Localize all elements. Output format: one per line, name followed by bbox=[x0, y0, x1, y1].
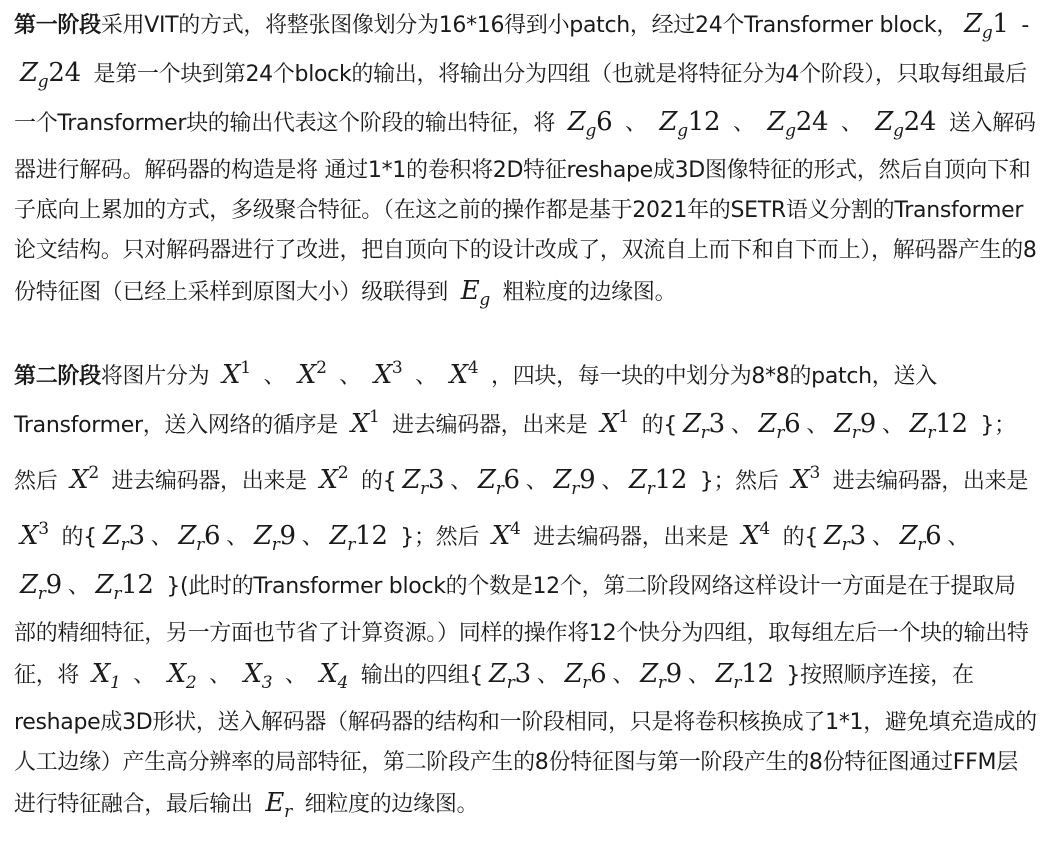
math-symbol bbox=[20, 570, 62, 604]
math-index: 12 bbox=[741, 659, 774, 689]
math-base: X bbox=[449, 360, 468, 390]
math-base: Z bbox=[402, 465, 421, 495]
body-text: 、 bbox=[525, 469, 548, 494]
body-text: }；然后 bbox=[693, 469, 786, 494]
math-symbol bbox=[767, 107, 829, 141]
math-base: Z bbox=[329, 521, 348, 551]
math-symbol bbox=[222, 360, 251, 390]
body-text: 、 bbox=[612, 663, 635, 688]
math-subscript: r bbox=[420, 479, 428, 499]
body-text: 、 bbox=[301, 525, 324, 550]
math-superscript: 4 bbox=[509, 519, 521, 539]
math-subscript: r bbox=[113, 584, 122, 604]
math-subscript: r bbox=[196, 535, 204, 555]
math-subscript: r bbox=[841, 535, 850, 555]
math-symbol bbox=[715, 659, 774, 693]
math-index: 12 bbox=[687, 107, 721, 137]
math-base: Z bbox=[899, 521, 918, 551]
math-index: 1 bbox=[992, 9, 1009, 39]
body-text: 、 bbox=[618, 111, 654, 136]
math-subscript: r bbox=[37, 584, 46, 604]
body-text: 、 bbox=[687, 663, 710, 688]
math-subscript: r bbox=[700, 423, 709, 443]
math-base: Z bbox=[715, 659, 734, 689]
math-subscript: 2 bbox=[185, 673, 197, 693]
body-text: 、 bbox=[726, 111, 762, 136]
math-index: 9 bbox=[665, 659, 682, 689]
math-superscript: 1 bbox=[240, 358, 251, 378]
math-symbol bbox=[402, 465, 445, 499]
math-subscript: r bbox=[851, 423, 860, 443]
math-index: 6 bbox=[596, 107, 613, 137]
body-text: ，四块，每一块的中划分为8*8的patch，送入Transformer，送入网络的循序是 bbox=[14, 364, 937, 438]
math-index: 3 bbox=[708, 409, 725, 439]
math-base: Z bbox=[564, 659, 583, 689]
math-base: X bbox=[243, 659, 262, 689]
math-subscript: r bbox=[582, 673, 591, 693]
math-base: Z bbox=[95, 570, 114, 600]
body-text: 将图片分为 bbox=[100, 364, 217, 389]
math-symbol bbox=[741, 521, 770, 551]
math-base: Z bbox=[178, 521, 197, 551]
math-symbol bbox=[167, 659, 197, 693]
math-index: 6 bbox=[203, 521, 221, 551]
body-text: 、 bbox=[226, 525, 248, 550]
math-base: X bbox=[70, 465, 89, 495]
math-index: 3 bbox=[514, 659, 531, 689]
math-base: E bbox=[265, 788, 285, 818]
math-symbol bbox=[102, 521, 145, 555]
math-subscript: r bbox=[571, 479, 580, 499]
body-text: 、 bbox=[871, 525, 894, 550]
math-symbol bbox=[629, 465, 688, 499]
body-text: 进去编码器，出来是 bbox=[385, 413, 595, 438]
math-base: X bbox=[373, 360, 392, 390]
math-subscript: r bbox=[646, 479, 655, 499]
math-base: X bbox=[350, 409, 369, 439]
math-base: X bbox=[791, 465, 810, 495]
math-subscript: r bbox=[776, 423, 785, 443]
math-base: Z bbox=[834, 409, 852, 439]
math-symbol bbox=[964, 9, 1009, 43]
body-text: 是第一个块到第24个block的输出，将输出分为四组（也就是将特征分为4个阶段），只取每组最后一个Transformer块的输出代表这个阶段的输出特征，将 bbox=[14, 62, 1027, 136]
math-base: X bbox=[297, 360, 317, 390]
math-symbol bbox=[460, 276, 490, 310]
math-symbol bbox=[243, 659, 273, 693]
stage-heading: 第一阶段 bbox=[14, 13, 101, 38]
math-symbol bbox=[758, 409, 801, 443]
math-superscript: 3 bbox=[38, 519, 49, 539]
math-subscript: g bbox=[585, 121, 597, 141]
math-symbol bbox=[298, 360, 327, 390]
math-subscript: g bbox=[37, 72, 49, 92]
math-base: Z bbox=[20, 570, 38, 600]
math-subscript: g bbox=[981, 23, 993, 43]
paragraph-stage-two bbox=[14, 348, 1037, 832]
math-index: 3 bbox=[849, 521, 866, 551]
math-index: 9 bbox=[579, 465, 596, 495]
math-subscript: r bbox=[506, 673, 515, 693]
math-subscript: r bbox=[120, 535, 129, 555]
math-superscript: 3 bbox=[391, 358, 403, 378]
body-text: 细粒度的边缘图。 bbox=[297, 792, 479, 817]
math-superscript: 3 bbox=[809, 463, 821, 483]
body-text: }按照顺序连接，在reshape成3D形状，送入解码器（解码器的结构和一阶段相同，只是将卷积核换成了1*1，避免填充造成的人工边缘）产生高分辨率的局部特征，第二阶段产生的8份特征图与第一阶段产生的8份特征图通过FFM层进行特征融合，最后输出 bbox=[14, 663, 1037, 817]
math-index: 12 bbox=[121, 570, 154, 600]
math-base: Z bbox=[758, 409, 777, 439]
math-base: E bbox=[460, 276, 480, 306]
math-symbol bbox=[875, 107, 937, 141]
body-text: 、 bbox=[67, 574, 90, 599]
math-superscript: 2 bbox=[337, 463, 349, 483]
math-index: 24 bbox=[48, 58, 81, 88]
math-base: Z bbox=[683, 409, 701, 439]
body-text: 、 bbox=[881, 413, 904, 438]
math-symbol bbox=[567, 107, 613, 141]
math-base: X bbox=[91, 659, 111, 689]
body-text: 进去编码器，出来是 bbox=[826, 469, 1029, 494]
math-index: 6 bbox=[925, 521, 942, 551]
math-symbol bbox=[488, 659, 531, 693]
body-text: 的{ bbox=[775, 525, 819, 550]
math-subscript: g bbox=[677, 121, 688, 141]
math-symbol bbox=[640, 659, 682, 693]
math-superscript: 1 bbox=[368, 407, 380, 427]
body-text: }；然后 bbox=[393, 525, 486, 550]
body-text: 采用VIT的方式，将整张图像划分为16*16得到小patch，经过24个Transformer block， bbox=[100, 13, 959, 38]
body-text: 进去编码器，出来是 bbox=[104, 469, 314, 494]
math-index: 3 bbox=[427, 465, 445, 495]
math-index: 9 bbox=[45, 570, 62, 600]
math-base: X bbox=[319, 465, 338, 495]
math-subscript: 4 bbox=[337, 673, 349, 693]
math-base: Z bbox=[102, 521, 121, 551]
math-subscript: r bbox=[657, 673, 666, 693]
math-subscript: r bbox=[917, 535, 926, 555]
math-index: 6 bbox=[503, 465, 520, 495]
body-text: 、 bbox=[408, 364, 444, 389]
math-symbol bbox=[683, 409, 725, 443]
math-base: X bbox=[319, 659, 338, 689]
math-base: X bbox=[741, 521, 760, 551]
math-index: 9 bbox=[859, 409, 876, 439]
math-symbol bbox=[553, 465, 596, 499]
body-text: 、 bbox=[601, 469, 624, 494]
math-subscript: r bbox=[495, 479, 504, 499]
stage-heading: 第二阶段 bbox=[14, 364, 101, 389]
math-base: Z bbox=[629, 465, 647, 495]
body-text: 、 bbox=[806, 413, 829, 438]
math-symbol bbox=[320, 465, 349, 495]
body-text: 、 bbox=[947, 525, 970, 550]
math-index: 9 bbox=[279, 521, 296, 551]
body-text: }(此时的Transformer block的个数是12个，第二阶段网络这样设计一方面是在于提取局部的精细特征，另一方面也节省了计算资源。）同样的操作将12个快分为四组，取每组左后一个块的输出特征，将 bbox=[14, 574, 1029, 688]
math-base: Z bbox=[488, 659, 507, 689]
body-text: 输出的四组{ bbox=[354, 663, 483, 688]
math-base: Z bbox=[824, 521, 842, 551]
math-base: Z bbox=[253, 521, 272, 551]
math-subscript: g bbox=[785, 121, 796, 141]
math-base: Z bbox=[964, 9, 982, 39]
math-subscript: 1 bbox=[110, 673, 121, 693]
paragraph-stage-one bbox=[14, 4, 1037, 320]
body-text: 、 bbox=[450, 469, 472, 494]
math-subscript: r bbox=[271, 535, 280, 555]
math-index: 3 bbox=[128, 521, 145, 551]
math-superscript: 4 bbox=[759, 519, 770, 539]
math-base: X bbox=[167, 659, 186, 689]
math-symbol bbox=[600, 409, 629, 439]
math-subscript: r bbox=[733, 673, 742, 693]
math-index: 12 bbox=[935, 409, 968, 439]
body-text: 、 bbox=[278, 663, 314, 688]
math-symbol bbox=[477, 465, 520, 499]
math-symbol bbox=[351, 409, 380, 439]
math-base: Z bbox=[20, 58, 38, 88]
math-symbol bbox=[91, 659, 121, 693]
math-symbol bbox=[253, 521, 296, 555]
math-index: 12 bbox=[355, 521, 388, 551]
math-superscript: 1 bbox=[618, 407, 629, 427]
body-text: 、 bbox=[332, 364, 368, 389]
body-text: 、 bbox=[150, 525, 173, 550]
math-base: Z bbox=[640, 659, 658, 689]
math-base: X bbox=[222, 360, 241, 390]
math-symbol bbox=[834, 409, 876, 443]
math-index: 24 bbox=[903, 107, 937, 137]
body-text: }；然后 bbox=[14, 413, 1016, 494]
math-base: Z bbox=[567, 107, 586, 137]
math-base: Z bbox=[553, 465, 572, 495]
math-superscript: 2 bbox=[316, 358, 327, 378]
math-symbol bbox=[564, 659, 607, 693]
math-symbol bbox=[265, 788, 292, 822]
math-subscript: g bbox=[893, 121, 904, 141]
math-symbol bbox=[20, 521, 49, 551]
body-text: 的{ bbox=[354, 469, 397, 494]
body-text: 的{ bbox=[634, 413, 677, 438]
math-base: X bbox=[20, 521, 39, 551]
body-text: 的{ bbox=[54, 525, 97, 550]
body-text: 、 bbox=[536, 663, 559, 688]
math-symbol bbox=[95, 570, 154, 604]
math-symbol bbox=[492, 521, 521, 551]
math-base: Z bbox=[659, 107, 678, 137]
math-index: 6 bbox=[784, 409, 801, 439]
body-text: 、 bbox=[834, 111, 870, 136]
math-subscript: r bbox=[927, 423, 936, 443]
math-index: 12 bbox=[654, 465, 688, 495]
math-symbol bbox=[70, 465, 99, 495]
math-subscript: r bbox=[347, 535, 356, 555]
body-text: 、 bbox=[126, 663, 162, 688]
body-text: 进去编码器，出来是 bbox=[526, 525, 736, 550]
math-base: Z bbox=[909, 409, 928, 439]
math-superscript: 2 bbox=[88, 463, 99, 483]
math-subscript: g bbox=[479, 290, 490, 310]
body-text: 粗粒度的边缘图。 bbox=[495, 280, 677, 305]
math-symbol bbox=[178, 521, 221, 555]
math-base: X bbox=[491, 521, 510, 551]
body-text: 、 bbox=[256, 364, 292, 389]
math-subscript: 3 bbox=[261, 673, 273, 693]
math-symbol bbox=[791, 465, 820, 495]
math-symbol bbox=[659, 107, 721, 141]
body-text: - bbox=[1014, 13, 1030, 38]
math-symbol bbox=[329, 521, 388, 555]
body-text: 、 bbox=[202, 663, 238, 688]
math-symbol bbox=[899, 521, 942, 555]
math-base: Z bbox=[875, 107, 894, 137]
math-symbol bbox=[20, 58, 81, 92]
math-symbol bbox=[319, 659, 349, 693]
math-symbol bbox=[909, 409, 968, 443]
math-base: Z bbox=[767, 107, 786, 137]
math-symbol bbox=[824, 521, 866, 555]
body-text: 送入解码器进行解码。解码器的构造是将 通过1*1的卷积将2D特征reshape成3D图像特征的形式，然后自顶向下和子底向上累加的方式，多级聚合特征。（在这之前的操作都是基于2021年的SETR语义分割的Transformer论文结构。只对解码器进行了改进，把自顶向下的设计改成了，双流自上而下和自下而上），解码器产生的8份特征图（已经上采样到原图大小）级联得到 bbox=[14, 111, 1037, 305]
math-base: X bbox=[600, 409, 619, 439]
body-text: 、 bbox=[730, 413, 753, 438]
math-symbol bbox=[374, 360, 403, 390]
math-index: 24 bbox=[795, 107, 829, 137]
math-base: Z bbox=[477, 465, 496, 495]
math-superscript: 4 bbox=[467, 358, 479, 378]
math-index: 6 bbox=[590, 659, 607, 689]
math-symbol bbox=[450, 360, 479, 390]
math-subscript: r bbox=[284, 802, 292, 822]
